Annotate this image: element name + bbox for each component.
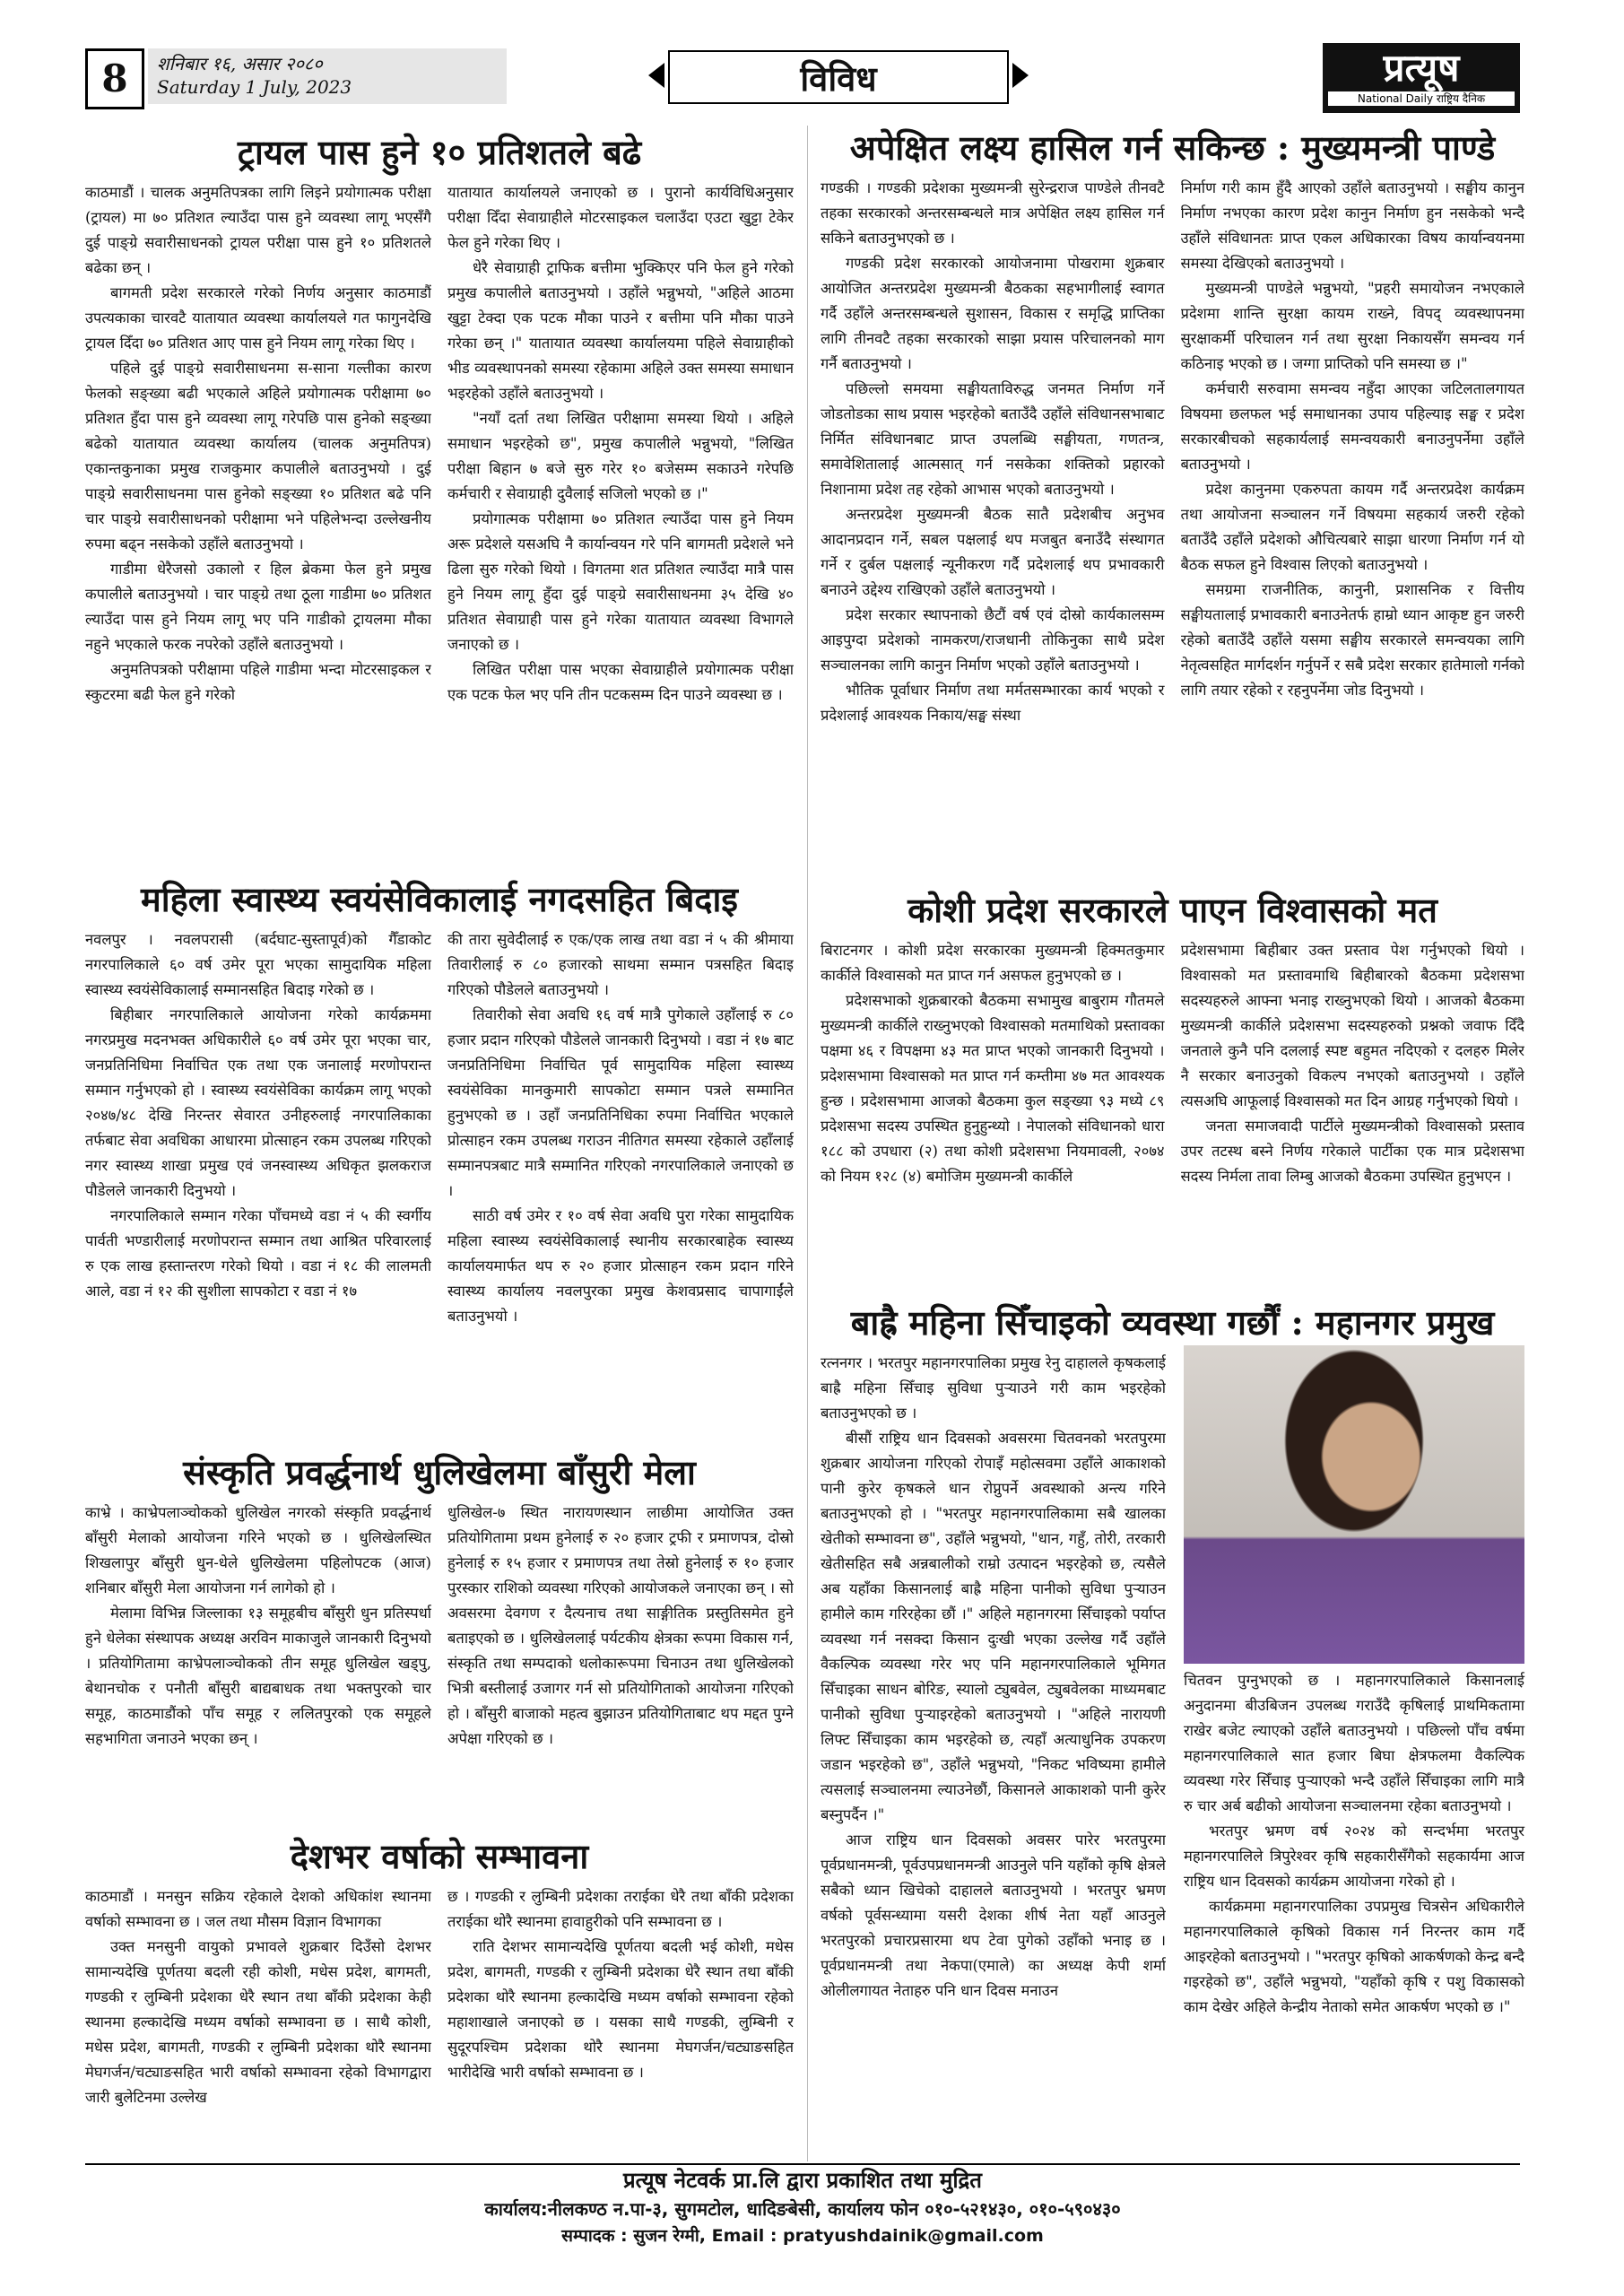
paragraph: बीसौं राष्ट्रिय धान दिवसको अवसरमा चितवनको भरतपुरमा शुक्रबार आयोजना गरिएको रोपाइँ महोत्सवमा उहाँले आकाशको पानी कुरेर कृषकले धान रोप्नुपर्ने अवस्थाको अन्त्य गरिने बताउनुभएको हो । "भरतपुर महानगरपालिकामा सबै खालका खेतीको सम्भावना छ", उहाँले भन्नुभयो, "धान, गहुँ, तोरी, तरकारी खेतीसहित सबै अन्नबालीको राम्रो उत्पादन भइरहेको छ, त्यसैले अब यहाँका किसानलाई बाह्रै महिना पानीको सुविधा पुऱ्याउन हामीले काम गरिरहेका छौं ।" अहिले महानगरमा सिँचाइको पर्याप्त व्यवस्था गर्न नसक्दा किसान दुःखी भएका उल्लेख गर्दै उहाँले वैकल्पिक व्यवस्था गरेर भए पनि महानगरपालिकाले भूमिगत सिँचाइका साधन बोरिङ, स्यालो ट्युबवेल, ट्युबवेलका माध्यमबाट पानीको सुविधा पुऱ्याइरहेको बताउनुभयो । "अहिले नारायणी लिफ्ट सिँचाइका काम भइरहेको छ, त्यहाँ अत्याधुनिक उपकरण जडान भइरहेको छ", उहाँले भन्नुभयो, "निकट भविष्यमा हामीले त्यसलाई सञ्चालनमा ल्याउनेछौं, किसानले आकाशको पानी कुरेर बस्नुपर्दैन ।" bbox=[821, 1430, 1166, 1823]
paragraph: अनुमतिपत्रको परीक्षामा पहिले गाडीमा भन्दा मोटरसाइकल र स्कुटरमा बढी फेल हुने गरेको bbox=[85, 661, 431, 703]
headline: बाह्रै महिना सिँचाइको व्यवस्था गर्छौं : महानगर प्रमुख bbox=[850, 1302, 1495, 1343]
office-line: कार्यालय:नीलकण्ठ न.पा-३, सुगमटोल, धादिङबेसी, कार्यालय फोन ०१०-५२१४३०, ०१०-५९०४३० bbox=[484, 2198, 1121, 2220]
paragraph: प्रदेशसभाको शुक्रबारको बैठकमा सभामुख बाबुराम गौतमले मुख्यमन्त्री कार्कीले राख्नुभएको विश्वासको मतमाथिको प्रस्तावका पक्षमा ४६ र विपक्षमा ४३ मत प्राप्त भएको जानकारी दिनुभयो । प्रदेशसभामा विश्वासको मत प्राप्त गर्न कम्तीमा ४७ मत आवश्यक हुन्छ । प्रदेशसभामा आजको बैठकमा कुल सङ्ख्या ९३ मध्ये ८९ प्रदेशसभा सदस्य उपस्थित हुनुहुन्थ्यो । नेपालको संविधानको धारा १८८ को उपधारा (२) तथा कोशी प्रदेशसभा नियमावली, २०७४ को नियम १२८ (४) बमोजिम मुख्यमन्त्री कार्कीले bbox=[821, 992, 1165, 1185]
date-english: Saturday 1 July, 2023 bbox=[157, 76, 352, 98]
paragraph: आज राष्ट्रिय धान दिवसको अवसर पारेर भरतपुरमा पूर्वप्रधानमन्त्री, पूर्वउपप्रधानमन्त्री आउनुले पनि यहाँको कृषि क्षेत्रले सबैको ध्यान खिचेको दाहालले बताउनुभयो । भरतपुर भ्रमण वर्षको पूर्वसन्ध्यामा यसरी देशका शीर्ष नेता यहाँ आउनुले भरतपुरको प्रचारप्रसारमा थप टेवा पुगेको उहाँको भनाइ छ । पूर्वप्रधानमन्त्री तथा नेकपा(एमाले) का अध्यक्ष केपी शर्मा ओलीलगायत नेताहरु पनि धान दिवस मनाउन bbox=[821, 1831, 1166, 1999]
column-divider bbox=[807, 126, 808, 2161]
mayor-photo bbox=[1184, 1345, 1524, 1664]
logo-tagline: National Daily राष्ट्रिय दैनिक bbox=[1328, 91, 1515, 106]
headline: देशभर वर्षाको सम्भावना bbox=[290, 1836, 589, 1876]
paragraph: राति देशभर सामान्यदेखि पूर्णतया बदली भई कोशी, मधेस प्रदेश, बागमती, गण्डकी र लुम्बिनी प्रदेशका धेरै स्थान तथा बाँकी प्रदेशका थोरै स्थानमा हल्कादेखि मध्यम वर्षाको सम्भावना रहेको महाशाखाले जनाएको छ । यसका साथै गण्डकी, लुम्बिनी र सुदूरपश्चिम प्रदेशका थोरै स्थानमा मेघगर्जन/चट्याङसहित भारीदेखि भारी वर्षाको सम्भावना छ । bbox=[447, 1938, 794, 2081]
paragraph: छ । गण्डकी र लुम्बिनी प्रदेशका तराईका धेरै तथा बाँकी प्रदेशका तराईका थोरै स्थानमा हावाहुरीको पनि सम्भावना छ । bbox=[447, 1888, 794, 1930]
article-column bbox=[447, 1884, 794, 2158]
article-column bbox=[821, 176, 1165, 880]
article-column bbox=[1184, 1668, 1524, 2020]
footer bbox=[85, 2163, 1520, 2264]
article-column bbox=[85, 180, 431, 839]
headline: संस्कृति प्रवर्द्धनार्थ धुलिखेलमा बाँसुरी मेला bbox=[183, 1452, 696, 1492]
paragraph: कार्यक्रममा महानगरपालिका उपप्रमुख चित्रसेन अधिकारीले महानगरपालिकाले कृषिको विकास गर्न निरन्तर काम गर्दै आइरहेको बताउनुभयो । "भरतपुर कृषिको आकर्षणको केन्द्र बन्दै गइरहेको छ", उहाँले भन्नुभयो, "यहाँको कृषि र पशु विकासको काम देखेर अहिले केन्द्रीय नेताको समेत आकर्षण भएको छ ।" bbox=[1184, 1898, 1524, 2015]
paragraph: लिखित परीक्षा पास भएका सेवाग्राहीले प्रयोगात्मक परीक्षा एक पटक फेल भए पनि तीन पटकसम्म दिन पाउने व्यवस्था छ । bbox=[447, 661, 794, 703]
article-column bbox=[85, 927, 431, 1430]
paragraph: काभ्रे । काभ्रेपलाञ्चोकको धुलिखेल नगरको संस्कृति प्रवर्द्धनार्थ बाँसुरी मेलाको आयोजना गरिने भएको छ । धुलिखेलस्थित शिखलापुर बाँसुरी धुन-धेले धुलिखेलमा पहिलोपटक (आज) शनिबार बाँसुरी मेला आयोजना गर्न लागेको हो । bbox=[85, 1504, 431, 1596]
paragraph: उक्त मनसुनी वायुको प्रभावले शुक्रबार दिउँसो देशभर सामान्यदेखि पूर्णतया बदली रही कोशी, मधेस प्रदेश, बागमती, गण्डकी र लुम्बिनी प्रदेशका धेरै स्थान तथा बाँकी प्रदेशका केही स्थानमा हल्कादेखि मध्यम वर्षाको सम्भावना छ । साथै कोशी, मधेस प्रदेश, बागमती, गण्डकी र लुम्बिनी प्रदेशका थोरै स्थानमा मेघगर्जन/चट्याङसहित भारी वर्षाको सम्भावना रहेको विभागद्वारा जारी बुलेटिनमा उल्लेख bbox=[85, 1938, 431, 2106]
paragraph: प्रदेश सरकार स्थापनाको छैटौं वर्ष एवं दोस्रो कार्यकालसम्म आइपुग्दा प्रदेशको नामकरण/राजधानी तोकिनुका साथै प्रदेश सञ्चालनका लागि कानुन निर्माण भएको उहाँले बताउनुभयो । bbox=[821, 606, 1165, 674]
article-koshi bbox=[821, 888, 1524, 1297]
section-title: विविध bbox=[668, 50, 1009, 104]
paragraph: जनता समाजवादी पार्टीले मुख्यमन्त्रीको विश्वासको प्रस्ताव उपर तटस्थ बस्ने निर्णय गरेकाले पार्टीका एक मात्र प्रदेशसभा सदस्य निर्मला तावा लिम्बु आजको बैठकमा उपस्थित हुनुभएन । bbox=[1180, 1118, 1524, 1185]
paragraph: साठी वर्ष उमेर र १० वर्ष सेवा अवधि पुरा गरेका सामुदायिक महिला स्वास्थ्य स्वयंसेविकालाई स्थानीय सरकारबाहेक स्वास्थ्य कार्यालयमार्फत थप रु २० हजार प्रोत्साहन रकम प्रदान गरिने स्वास्थ्य कार्यालय नवलपुरका प्रमुख केशवप्रसाद चापागाईंले बताउनुभयो । bbox=[447, 1207, 794, 1325]
paragraph: गण्डकी । गण्डकी प्रदेशका मुख्यमन्त्री सुरेन्द्रराज पाण्डेले तीनवटै तहका सरकारको अन्तरसम्बन्धले मात्र अपेक्षित लक्ष्य हासिल गर्न सकिने बताउनुभएको छ । bbox=[821, 179, 1165, 247]
paragraph: निर्माण गरी काम हुँदै आएको उहाँले बताउनुभयो । सङ्घीय कानुन निर्माण नभएका कारण प्रदेश कानुन निर्माण हुन नसकेको भन्दै उहाँले संविधानतः प्राप्त एकल अधिकारका विषय कार्यान्वयनमा समस्या देखिएको बताउनुभयो । bbox=[1180, 179, 1524, 272]
paragraph: पहिले दुई पाङ्ग्रे सवारीसाधनमा स-साना गल्तीका कारण फेलको सङ्ख्या बढी भएकाले अहिले प्रयोगात्मक परीक्षामा ७० प्रतिशत हुँदा पास हुने व्यवस्था लागू गरेपछि पास हुनेको सङ्ख्या बढेको यातायात व्यवस्था कार्यालय (चालक अनुमतिपत्र) एकान्तकुनाका प्रमुख राजकुमार कपालीले बताउनुभयो । दुई पाङ्ग्रे सवारीसाधनमा पास हुनेको सङ्ख्या १० प्रतिशत बढे पनि चार पाङ्ग्रे सवारीसाधनको परीक्षामा भने पहिलेभन्दा उल्लेखनीय रुपमा बढ्न नसकेको उहाँले बताउनुभयो । bbox=[85, 360, 431, 552]
paragraph: चितवन पुग्नुभएको छ । महानगरपालिकाले किसानलाई अनुदानमा बीउबिजन उपलब्ध गराउँदै कृषिलाई प्राथमिकतामा राखेर बजेट ल्याएको उहाँले बताउनुभयो । पछिल्लो पाँच वर्षमा महानगरपालिकाले सात हजार बिघा क्षेत्रफलमा वैकल्पिक व्यवस्था गरेर सिँचाइ पुऱ्याएको भन्दै उहाँले सिँचाइका लागि मात्रै रु चार अर्ब बढीको आयोजना सञ्चालनमा रहेका बताउनुभयो । bbox=[1184, 1672, 1524, 1814]
article-bansuri bbox=[85, 1450, 794, 1837]
headline: महिला स्वास्थ्य स्वयंसेविकालाई नगदसहित बिदाइ bbox=[141, 879, 738, 919]
article-column bbox=[85, 1500, 431, 1837]
paragraph: पछिल्लो समयमा सङ्घीयताविरुद्ध जनमत निर्माण गर्ने जोडतोडका साथ प्रयास भइरहेको बताउँदै उहाँले संविधानसभाबाट निर्मित संविधानबाट प्राप्त उपलब्धि सङ्घीयता, गणतन्त्र, समावेशितालाई आत्मसात् गर्न नसकेका शक्तिको प्रहारको निशानामा प्रदेश तह रहेको आभास भएको बताउनुभयो । bbox=[821, 380, 1165, 498]
triangle-left-icon bbox=[648, 63, 664, 88]
paragraph: गण्डकी प्रदेश सरकारको आयोजनामा पोखरामा शुक्रबार आयोजित अन्तरप्रदेश मुख्यमन्त्री बैठकका सहभागीलाई स्वागत गर्दै उहाँले अन्तरसम्बन्धले सुशासन, विकास र समृद्धि प्राप्तिका लागि तीनवटै तहका सरकारको साझा प्रयास परिचालनको माग गर्नै बताउनुभयो । bbox=[821, 255, 1165, 372]
paragraph: प्रयोगात्मक परीक्षामा ७० प्रतिशत ल्याउँदा पास हुने नियम अरू प्रदेशले यसअघि नै कार्यान्वयन गरे पनि बागमती प्रदेशले भने ढिला सुरु गरेको थियो । विगतमा शत प्रतिशत ल्याउँदा मात्रै पास हुने नियम लागू हुँदा दुई पाङ्ग्रे सवारीसाधनमा ३५ देखि ४० प्रतिशत सेवाग्राही पास हुने गरेका यातायात व्यवस्था विभागले जनाएको छ । bbox=[447, 510, 794, 653]
article-column bbox=[447, 1500, 794, 1837]
paragraph: काठमाडौं । मनसुन सक्रिय रहेकाले देशको अधिकांश स्थानमा वर्षाको सम्भावना छ । जल तथा मौसम विज्ञान विभागका bbox=[85, 1888, 431, 1930]
article-bharatpur bbox=[821, 1300, 1524, 1345]
article-column bbox=[1181, 938, 1525, 1297]
article-gandaki bbox=[821, 126, 1524, 880]
masthead bbox=[85, 43, 1520, 113]
triangle-right-icon bbox=[1012, 63, 1029, 88]
headline: ट्रायल पास हुने १० प्रतिशतले बढे bbox=[237, 132, 642, 172]
paragraph: कर्मचारी सरुवामा समन्वय नहुँदा आएका जटिलतालगायत विषयमा छलफल भई समाधानका उपाय पहिल्याइ सङ्घ र प्रदेश सरकारबीचको सहकार्यलाई समन्वयकारी बनाउनुपर्नेमा उहाँले बताउनुभयो । bbox=[1180, 380, 1524, 473]
headline: कोशी प्रदेश सरकारले पाएन विश्वासको मत bbox=[908, 890, 1437, 930]
paragraph: काठमाडौं । चालक अनुमतिपत्रका लागि लिइने प्रयोगात्मक परीक्षा (ट्रायल) मा ७० प्रतिशत ल्याउँदा पास हुने व्यवस्था लागू भएसँगै दुई पाङ्ग्रे सवारीसाधनको ट्रायल परीक्षा पास हुने १० प्रतिशतले बढेका छन् । bbox=[85, 184, 431, 276]
paragraph: धुलिखेल-७ स्थित नारायणस्थान लाछीमा आयोजित उक्त प्रतियोगितामा प्रथम हुनेलाई रु २० हजार ट्रफी र प्रमाणपत्र, दोस्रो हुनेलाई रु १५ हजार र प्रमाणपत्र तथा तेस्रो हुनेलाई रु १० हजार पुरस्कार राशिको व्यवस्था गरिएको आयोजकले जनाएका छन् । सो अवसरमा देवगण र दैत्यनाच तथा साङ्गीतिक प्रस्तुतिसमेत हुने बताइएको छ । धुलिखेललाई पर्यटकीय क्षेत्रका रूपमा विकास गर्न, संस्कृति तथा सम्पदाको धलोकारूपमा चिनाउन तथा धुलिखेलको भित्री बस्तीलाई उजागर गर्न सो प्रतियोगिताको आयोजना गरिएको हो । बाँसुरी बाजाको महत्व बुझाउन प्रतियोगिताबाट थप मद्दत पुग्ने अपेक्षा गरिएको छ । bbox=[447, 1504, 794, 1747]
headline: अपेक्षित लक्ष्य हासिल गर्न सकिन्छ : मुख्यमन्त्री पाण्डे bbox=[849, 127, 1496, 168]
editor-line: सम्पादक : सुजन रेग्मी, Email : pratyushdainik@gmail.com bbox=[561, 2226, 1044, 2246]
paragraph: भरतपुर भ्रमण वर्ष २०२४ को सन्दर्भमा भरतपुर महानगरपालिले त्रिपुरेश्वर कृषि सहकारीसँगैको सहकार्यमा आज राष्ट्रिय धान दिवसको कार्यक्रम आयोजना गरेको हो । bbox=[1184, 1822, 1524, 1890]
newspaper-logo bbox=[1323, 43, 1520, 113]
article-mahila bbox=[85, 877, 794, 1430]
paragraph: अन्तरप्रदेश मुख्यमन्त्री बैठक सातै प्रदेशबीच अनुभव आदानप्रदान गर्ने, सबल पक्षलाई थप मजबुत बनाउँदै संस्थागत गर्ने र दुर्बल पक्षलाई न्यूनीकरण गर्दै प्रदेशलाई थप प्रभावकारी बनाउने उद्देश्य राखिएको उहाँले बताउनुभयो । bbox=[821, 506, 1165, 598]
article-column bbox=[85, 1884, 431, 2158]
paragraph: यातायात कार्यालयले जनाएको छ । पुरानो कार्यविधिअनुसार परीक्षा दिँदा सेवाग्राहीले मोटरसाइकल चलाउँदा एउटा खुट्टा टेकेर फेल हुने गरेका थिए । bbox=[447, 184, 794, 251]
page-number: 8 bbox=[85, 48, 144, 109]
article-trial bbox=[85, 130, 794, 839]
article-column bbox=[821, 1351, 1166, 2158]
paragraph: बागमती प्रदेश सरकारले गरेको निर्णय अनुसार काठमाडौं उपत्यकाका चारवटै यातायात व्यवस्था कार्यालयले गत फागुनदेखि ट्रायल दिँदा ७० प्रतिशत आए पास हुने नियम लागू गरेका थिए । bbox=[85, 284, 431, 352]
article-barsha bbox=[85, 1834, 794, 2158]
article-column bbox=[447, 180, 794, 839]
paragraph: की तारा सुवेदीलाई रु एक/एक लाख तथा वडा नं ५ की श्रीमाया तिवारीलाई रु ८० हजारको साथमा सम्मान पत्रसहित बिदाइ गरिएको पौडेलले बताउनुभयो । bbox=[447, 931, 794, 998]
paragraph: "नयाँ दर्ता तथा लिखित परीक्षामा समस्या थियो । अहिले समाधान भइरहेको छ", प्रमुख कपालीले भन्नुभयो, "लिखित परीक्षा बिहान ७ बजे सुरु गरेर १० बजेसम्म सकाउने गरेपछि कर्मचारी र सेवाग्राही दुवैलाई सजिलो भएको छ ।" bbox=[447, 410, 794, 502]
paragraph: मेलामा विभिन्न जिल्लाका १३ समूहबीच बाँसुरी धुन प्रतिस्पर्धा हुने धेलेका संस्थापक अध्यक्ष अरविन माकाजुले जानकारी दिनुभयो । प्रतियोगितामा काभ्रेपलाञ्चोकको तीन समूह धुलिखेल खड्पु, बेथानचोक र पनौती बाँसुरी बाद्यबाधक तथा भक्तपुरको चार समूह, काठमाडौंको पाँच समूह र ललितपुरको एक समूहले सहभागिता जनाउने भएका छन् । bbox=[85, 1605, 431, 1747]
paragraph: नवलपुर । नवलपरासी (बर्दघाट-सुस्तापूर्व)को गैँडाकोट नगरपालिकाले ६० वर्ष उमेर पूरा भएका सामुदायिक महिला स्वास्थ्य स्वयंसेविकालाई सम्मानसहित बिदाइ गरेको छ । bbox=[85, 931, 431, 998]
paragraph: बिराटनगर । कोशी प्रदेश सरकारका मुख्यमन्त्री हिक्मतकुमार कार्कीले विश्वासको मत प्राप्त गर्न असफल हुनुभएको छ । bbox=[821, 942, 1165, 984]
date-nepali: शनिबार १६, असार २०८० bbox=[157, 53, 323, 74]
paragraph: रत्ननगर । भरतपुर महानगरपालिका प्रमुख रेनु दाहालले कृषकलाई बाह्रै महिना सिँचाइ सुविधा पुऱ्याउने गरी काम भइरहेको बताउनुभएको छ । bbox=[821, 1354, 1166, 1422]
paragraph: समग्रमा राजनीतिक, कानुनी, प्रशासनिक र वित्तीय सङ्घीयतालाई प्रभावकारी बनाउनेतर्फ हाम्रो ध्यान आकृष्ट हुन जरुरी रहेको बताउँदै उहाँले यसमा सङ्घीय सरकारले समन्वयका लागि नेतृत्वसहित मार्गदर्शन गर्नुपर्ने र सबै प्रदेश सरकार हातेमालो गर्नको लागि तयार रहेको र रहनुपर्नेमा जोड दिनुभयो । bbox=[1180, 581, 1524, 699]
article-column bbox=[1181, 176, 1525, 880]
paragraph: भौतिक पूर्वाधार निर्माण तथा मर्मतसम्भारका कार्य भएको र प्रदेशलाई आवश्यक निकाय/सङ्घ संस्था bbox=[821, 682, 1165, 724]
date-box bbox=[148, 48, 507, 104]
paragraph: तिवारीको सेवा अवधि १६ वर्ष मात्रै पुगेकाले उहाँलाई रु ८० हजार प्रदान गरिएको पौडेलले जानकारी दिनुभयो । वडा नं १७ बाट जनप्रतिनिधिमा निर्वाचित पूर्व सामुदायिक महिला स्वास्थ्य स्वयंसेविका मानकुमारी सापकोटा सम्मान पत्रले सम्मानित हुनुभएको छ । उहाँ जनप्रतिनिधिका रुपमा निर्वाचित भएकाले प्रोत्साहन रकम उपलब्ध गराउन नीतिगत समस्या रहेकाले उहाँलाई सम्मानपत्रबाट मात्रै सम्मानित गरिएको नगरपालिकाले जनाएको छ । bbox=[447, 1006, 794, 1199]
logo-name: प्रत्यूष bbox=[1383, 46, 1460, 90]
article-column bbox=[447, 927, 794, 1430]
paragraph: प्रदेश कानुनमा एकरुपता कायम गर्दै अन्तरप्रदेश कार्यक्रम तथा आयोजना सञ्चालन गर्ने विषयमा सहकार्य जरुरी रहेको बताउँदै उहाँले प्रदेशको औचित्यबारे साझा धारणा निर्माण गर्न यो बैठक सफल हुने विश्वास लिएको बताउनुभयो । bbox=[1180, 481, 1524, 573]
paragraph: गाडीमा धेरैजसो उकालो र हिल ब्रेकमा फेल हुने प्रमुख कपालीले बताउनुभयो । चार पाङ्ग्रे तथा ठूला गाडीमा ७० प्रतिशत ल्याउँदा पास हुने नियम लागू भए पनि गाडीको ट्रायलमा मौका नहुने भएकाले फरक नपरेको उहाँले बताउनुभयो । bbox=[85, 561, 431, 653]
paragraph: धेरै सेवाग्राही ट्राफिक बत्तीमा भुक्किएर पनि फेल हुने गरेको प्रमुख कपालीले बताउनुभयो । उहाँले भन्नुभयो, "अहिले आठमा खुट्टा टेक्दा एक पटक मौका पाउने र बत्तीमा पनि मौका पाउने गरेका छन् ।" यातायात व्यवस्था कार्यालयमा पहिले सेवाग्राहीको भीड व्यवस्थापनको समस्या रहेकामा अहिले उक्त समस्या समाधान भइरहेको उहाँले बताउनुभयो । bbox=[447, 259, 794, 402]
publisher-line: प्रत्यूष नेटवर्क प्रा.लि द्वारा प्रकाशित तथा मुद्रित bbox=[622, 2168, 982, 2193]
article-column bbox=[821, 938, 1165, 1297]
paragraph: प्रदेशसभामा बिहीबार उक्त प्रस्ताव पेश गर्नुभएको थियो । विश्वासको मत प्रस्तावमाथि बिहीबारको बैठकमा प्रदेशसभा सदस्यहरुले आफ्ना भनाइ राख्नुभएको थियो । आजको बैठकमा मुख्यमन्त्री कार्कीले प्रदेशसभा सदस्यहरुको प्रश्नको जवाफ दिँदै जनताले कुनै पनि दललाई स्पष्ट बहुमत नदिएको र दलहरु मिलेर नै सरकार बनाउनुको विकल्प नभएको बताउनुभयो । उहाँले त्यसअघि आफूलाई विश्वासको मत दिन आग्रह गर्नुभएको थियो । bbox=[1180, 942, 1524, 1109]
paragraph: नगरपालिकाले सम्मान गरेका पाँचमध्ये वडा नं ५ की स्वर्गीय पार्वती भण्डारीलाई मरणोपरान्त सम्मान तथा आश्रित परिवारलाई रु एक लाख हस्तान्तरण गरेको थियो । वडा नं १८ की लालमती आले, वडा नं १२ की सुशीला सापकोटा र वडा नं १७ bbox=[85, 1207, 431, 1300]
paragraph: बिहीबार नगरपालिकाले आयोजना गरेको कार्यक्रममा नगरप्रमुख मदनभक्त अधिकारीले ६० वर्ष उमेर पूरा भएका चार, जनप्रतिनिधिमा निर्वाचित एक तथा एक जनालाई मरणोपरान्त सम्मान गर्नुभएको हो । स्वास्थ्य स्वयंसेविका कार्यक्रम लागू भएको २०४७/४८ देखि निरन्तर सेवारत उनीहरुलाई नगरपालिकाका तर्फबाट सेवा अवधिका आधारमा प्रोत्साहन रकम उपलब्ध गरिएको नगर स्वास्थ्य शाखा प्रमुख एवं जनस्वास्थ्य अधिकृत झलकराज पौडेलले जानकारी दिनुभयो । bbox=[85, 1006, 431, 1199]
paragraph: मुख्यमन्त्री पाण्डेले भन्नुभयो, "प्रहरी समायोजन नभएकाले प्रदेशमा शान्ति सुरक्षा कायम राख्ने, विपद् व्यवस्थापनमा सुरक्षाकर्मी परिचालन गर्न तथा सुरक्षा निकायसँग समन्वय गर्न कठिनाइ भएको छ । जग्गा प्राप्तिको पनि समस्या छ ।" bbox=[1180, 280, 1524, 372]
